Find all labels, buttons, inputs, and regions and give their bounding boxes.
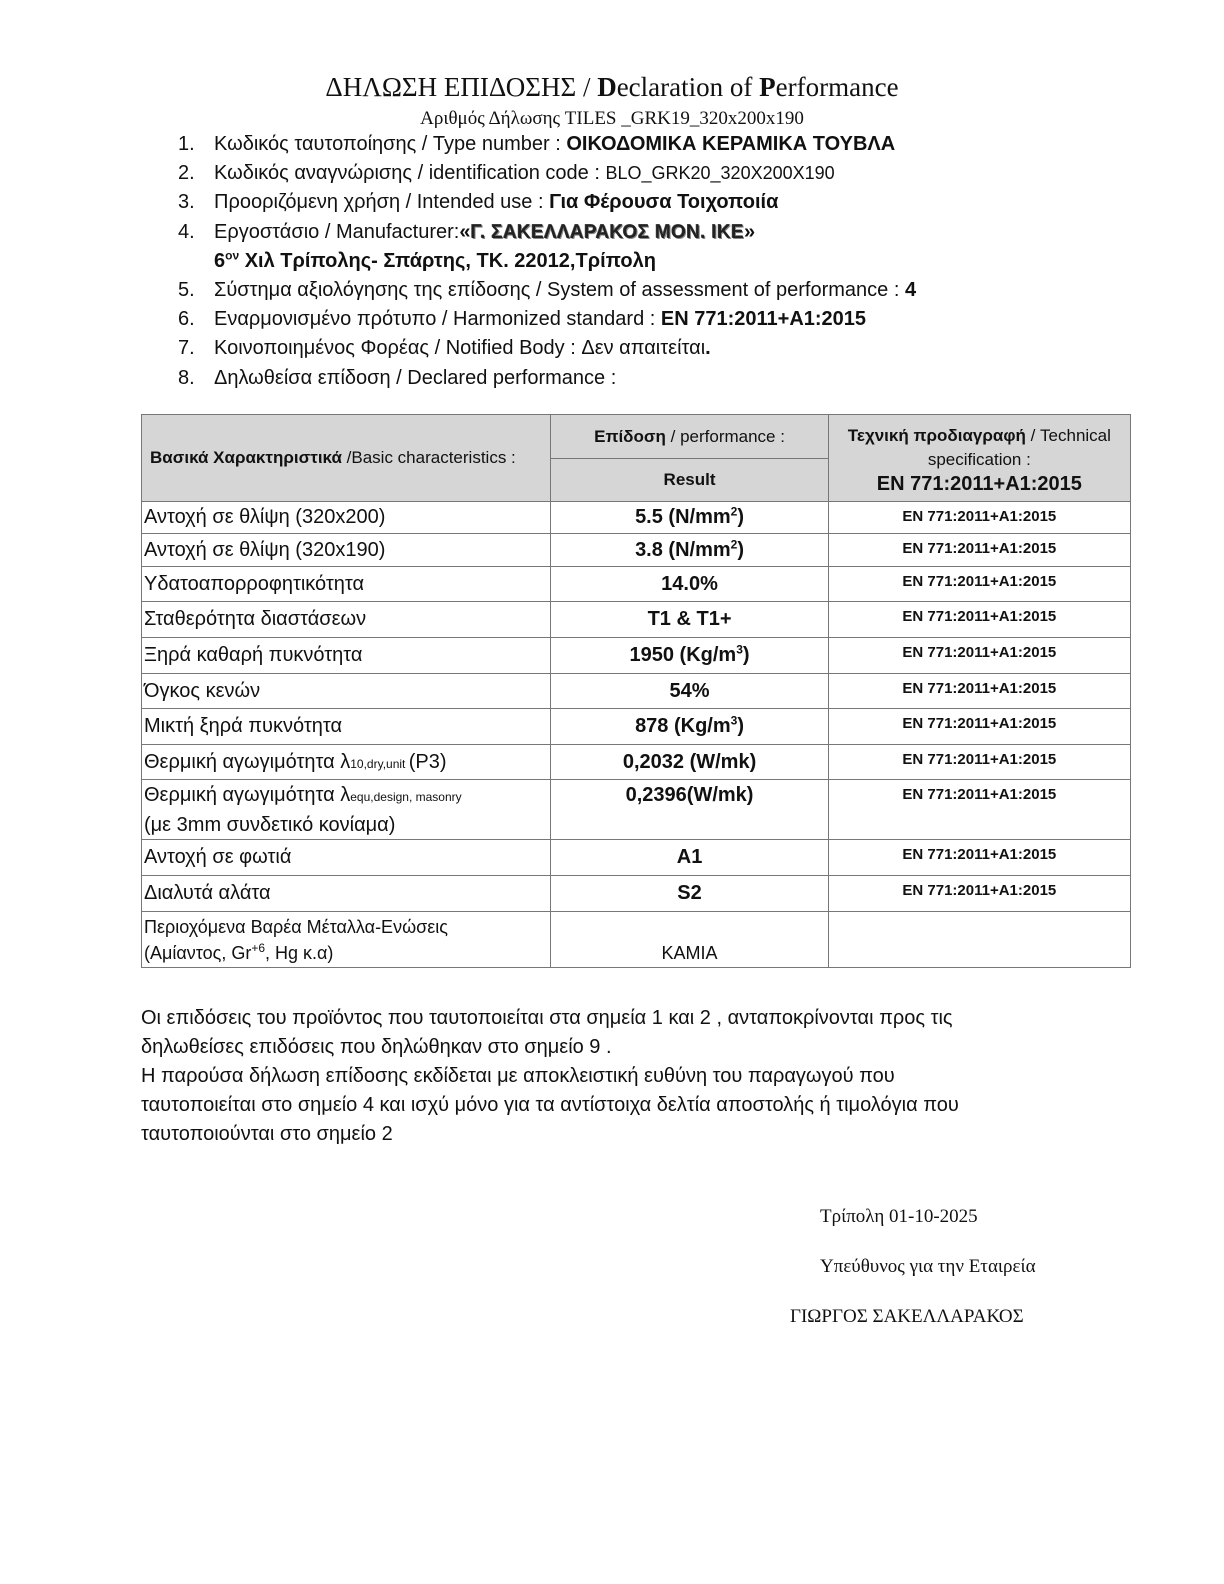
table-row: Διαλυτά αλάτα S2 EN 771:2011+A1:2015	[142, 876, 1131, 912]
header-performance: Επίδοση / performance :	[551, 415, 828, 459]
table-row: Ξηρά καθαρή πυκνότητα 1950 $(Kg/m^3)$ EN 771:2011+A1:2015	[142, 638, 1131, 674]
declaration-statement: Οι επιδόσεις του προϊόντος που ταυτοποιείται στα σημεία 1 και 2 , ανταποκρίνονται προς τις δηλωθείσες επιδόσεις που δηλώθηκαν στο σημείο 9 . Η παρούσα δήλωση επίδοσης εκδίδεται με αποκλειστική ευθύνη του παραγωγού που ταυτοποιείται στο σημείο 4 και ισχύ μόνο για τα αντίστοιχα δελτία αποστολής ή τιμολόγια που ταυτοποιούνται στο σημείο 2	[141, 1007, 959, 1145]
item-type-number: 1. Κωδικός ταυτοποίησης / Type number : ΟΙΚΟΔΟΜΙΚΑ ΚΕΡΑΜΙΚΑ ΤΟΥΒΛΑ	[178, 133, 896, 155]
item-identification-code: 2. Κωδικός αναγνώρισης / identification code : BLO_GRK20_320X200X190	[178, 162, 835, 185]
table-row: Αντοχή σε θλίψη (320x200) 5.5 $(N/mm^2)$ EN 771:2011+A1:2015	[142, 502, 1131, 534]
performance-table	[141, 414, 1131, 968]
table-row: Σταθερότητα διαστάσεων T1 & T1+ EN 771:2011+A1:2015	[142, 602, 1131, 638]
header-result: Result	[551, 459, 828, 502]
title-initial-p: P	[759, 72, 776, 102]
table-row: Όγκος κενών 54% EN 771:2011+A1:2015	[142, 674, 1131, 709]
declaration-items	[178, 130, 1178, 393]
table-row: Θερμική αγωγιμότητα λequ,design, masonry (με 3mm συνδετικό κονίαμα) 0,2396(W/mk) EN 771:2011+A1:2015	[142, 780, 1131, 840]
item-intended-use: 3. Προοριζόμενη χρήση / Intended use : Για Φέρουσα Τοιχοποιία	[178, 191, 779, 214]
header-technical-spec: Τεχνική προδιαγραφή / Technical specification : EN 771:2011+A1:2015	[828, 415, 1130, 502]
table-row: Θερμική αγωγιμότητα λ10,dry,unit (P3) 0,2032 (W/mk) EN 771:2011+A1:2015	[142, 745, 1131, 780]
title-greek: ΔΗΛΩΣΗ ΕΠΙΔΟΣΗΣ	[325, 72, 577, 102]
document-title	[0, 72, 1224, 103]
table-row: Περιοχόμενα Βαρέα Μέταλλα-Ενώσεις (Αμίαντος, $Gr^{+6}$, Hg κ.α) ΚΑΜΙΑ	[142, 912, 1131, 968]
table-row: Υδατοαπορροφητικότητα 14.0% EN 771:2011+A1:2015	[142, 567, 1131, 602]
manufacturer-address: $6^{o\nu}$ Χιλ Τρίπολης- Σπάρτης, ΤΚ. 22012,Τρίπολη	[214, 248, 656, 272]
item-notified-body: 7. Κοινοποιημένος Φορέας / Notified Body : Δεν απαιτείται.	[178, 337, 711, 360]
signatory-name: ΓΙΩΡΓΟΣ ΣΑΚΕΛΛΑΡΑΚΟΣ	[790, 1306, 1024, 1327]
place-date: Τρίπολη 01-10-2025	[820, 1206, 978, 1227]
manufacturer-logo: Γ. ΣΑΚΕΛΛΑΡΑΚΟΣ ΜΟΝ. ΙΚΕ	[470, 221, 744, 243]
item-assessment-system: 5. Σύστημα αξιολόγησης της επίδοσης / System of assessment of performance : 4	[178, 278, 917, 301]
title-eclaration: eclaration of	[616, 72, 760, 102]
table-row: Μικτή ξηρά πυκνότητα 878 $(Kg/m^3)$ EN 771:2011+A1:2015	[142, 709, 1131, 745]
title-separator: /	[576, 72, 598, 102]
title-initial-d: D	[597, 72, 617, 102]
title-erformance: erformance	[775, 72, 899, 102]
table-row: Αντοχή σε θλίψη (320x190) 3.8 $(N/mm^2)$ EN 771:2011+A1:2015	[142, 534, 1131, 567]
declaration-number: Αριθμός Δήλωσης TILES _GRK19_320x200x190	[420, 108, 804, 129]
header-basic-characteristics: Βασικά Χαρακτηριστικά /Basic characteristics :	[142, 415, 551, 502]
responsible-role: Υπεύθυνος για την Εταιρεία	[820, 1256, 1036, 1277]
item-manufacturer: 4. Εργοστάσιο / Manufacturer:«Γ. ΣΑΚΕΛΛΑΡΑΚΟΣ ΜΟΝ. ΙΚΕ»	[178, 220, 756, 243]
item-harmonized-standard: 6. Εναρμονισμένο πρότυπο / Harmonized standard : EN 771:2011+A1:2015	[178, 308, 867, 331]
item-declared-performance: 8. Δηλωθείσα επίδοση / Declared performance :	[178, 366, 617, 389]
table-row: Αντοχή σε φωτιά A1 EN 771:2011+A1:2015	[142, 840, 1131, 876]
